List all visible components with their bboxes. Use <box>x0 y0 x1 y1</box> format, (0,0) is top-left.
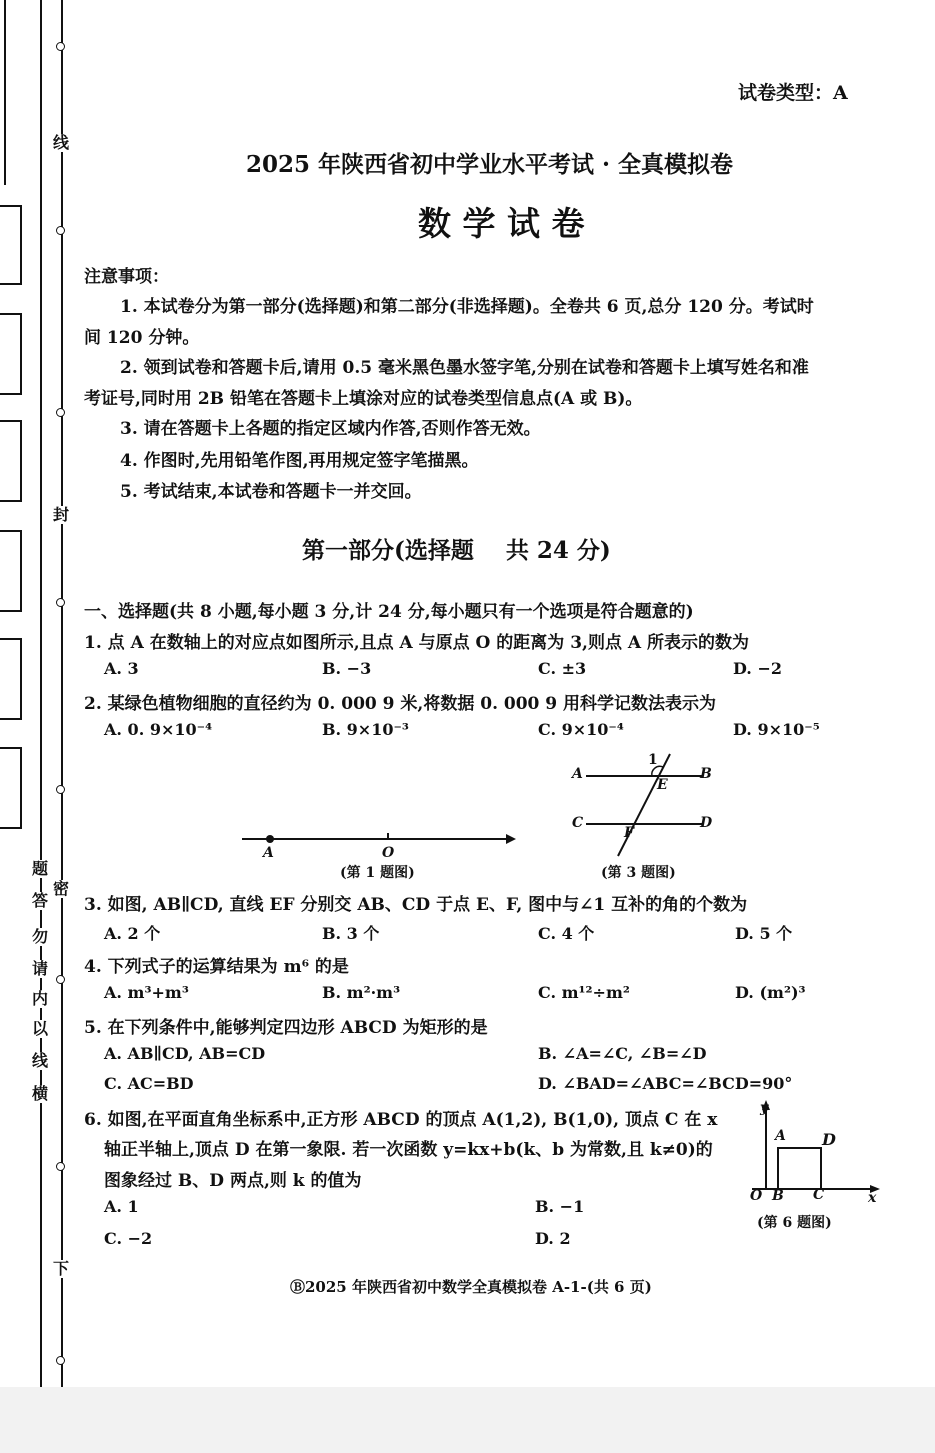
notice-item: 考证号,同时用 2B 铅笔在答题卡上填涂对应的试卷类型信息点(A 或 B)。 <box>84 389 643 409</box>
binding-warning-char: 横 <box>32 1084 49 1103</box>
question-6-option-c: C. −2 <box>104 1229 153 1248</box>
binding-warning-char: 内 <box>32 989 49 1008</box>
question-6-stem-line: 轴正半轴上,顶点 D 在第一象限. 若一次函数 y=kx+b(k、b 为常数,且 k≠0)的 <box>104 1140 713 1160</box>
exam-title: 2025 年陕西省初中学业水平考试 · 全真模拟卷 <box>246 151 734 178</box>
section-title: 第一部分(选择题 共 24 分) <box>302 537 611 564</box>
binding-label-xian: 线 <box>53 133 70 152</box>
figure-6-label-y: y <box>760 1100 769 1116</box>
subject-title: 数 学 试 卷 <box>418 204 585 243</box>
question-2-stem: 2. 某绿色植物细胞的直径约为 0. 000 9 米,将数据 0. 000 9 用科学记数法表示为 <box>84 694 717 714</box>
binding-label-mi: 密 <box>53 879 70 898</box>
question-3-option-c: C. 4 个 <box>538 924 595 943</box>
binding-hole <box>56 226 65 235</box>
question-5-stem: 5. 在下列条件中,能够判定四边形 ABCD 为矩形的是 <box>84 1018 488 1038</box>
question-3-option-d: D. 5 个 <box>735 924 793 943</box>
question-3-option-a: A. 2 个 <box>104 924 161 943</box>
binding-hole <box>56 408 65 417</box>
figure-3-label-e: E <box>657 777 668 793</box>
info-box <box>0 420 22 502</box>
question-6-option-b: B. −1 <box>535 1197 585 1216</box>
notice-heading: 注意事项： <box>84 267 169 287</box>
question-1-stem: 1. 点 A 在数轴上的对应点如图所示,且点 A 与原点 O 的距离为 3,则点 A 所表示的数为 <box>84 633 749 653</box>
figure-1-caption: (第 1 题图) <box>340 865 415 881</box>
question-6-stem-line: 图象经过 B、D 两点,则 k 的值为 <box>104 1171 362 1191</box>
figure-3-label-c: C <box>572 815 584 831</box>
binding-warning-char: 答 <box>32 891 49 910</box>
figure-6-label-c: C <box>813 1187 825 1203</box>
figure-1-label-o: O <box>382 845 395 861</box>
binding-warning-char: 以 <box>32 1019 49 1038</box>
question-2-option-c: C. 9×10⁻⁴ <box>538 720 624 739</box>
figure-3-label-angle-1: 1 <box>648 752 658 768</box>
question-1-option-a: A. 3 <box>104 659 139 678</box>
question-4-option-d: D. (m²)³ <box>735 983 806 1002</box>
figure-3-label-a: A <box>572 766 583 782</box>
binding-hole <box>56 975 65 984</box>
question-2-option-b: B. 9×10⁻³ <box>322 720 409 739</box>
figure-6-label-b: B <box>772 1188 784 1204</box>
question-6-option-a: A. 1 <box>104 1197 139 1216</box>
figure-3-caption: (第 3 题图) <box>601 865 676 881</box>
notice-item: 2. 领到试卷和答题卡后,请用 0.5 毫米黑色墨水签字笔,分别在试卷和答题卡上填写姓名和准 <box>120 358 809 378</box>
info-box <box>0 638 22 720</box>
question-5-option-a: A. AB∥CD, AB=CD <box>104 1044 266 1063</box>
figure-1-label-a: A <box>263 845 274 861</box>
question-6-stem-line: 6. 如图,在平面直角坐标系中,正方形 ABCD 的顶点 A(1,2), B(1,0), 顶点 C 在 x <box>84 1110 718 1130</box>
binding-hole <box>56 785 65 794</box>
question-3-option-b: B. 3 个 <box>322 924 380 943</box>
binding-hole <box>56 1356 65 1365</box>
question-6-option-d: D. 2 <box>535 1229 571 1248</box>
paper-type: 试卷类型：A <box>738 82 848 104</box>
notice-item: 1. 本试卷分为第一部分(选择题)和第二部分(非选择题)。全卷共 6 页,总分 120 分。考试时 <box>120 297 814 317</box>
notice-item: 4. 作图时,先用铅笔作图,再用规定签字笔描黑。 <box>120 451 479 471</box>
question-4-option-c: C. m¹²÷m² <box>538 983 630 1002</box>
question-1-option-d: D. −2 <box>733 659 782 678</box>
notice-item: 3. 请在答题卡上各题的指定区域内作答,否则作答无效。 <box>120 419 541 439</box>
figure-3-label-b: B <box>700 766 712 782</box>
question-1-option-c: C. ±3 <box>538 659 587 678</box>
figure-3-label-f: F <box>624 825 634 841</box>
figure-3-label-d: D <box>700 815 713 831</box>
binding-warning-char: 题 <box>32 859 49 878</box>
info-box <box>0 530 22 612</box>
binding-hole <box>56 598 65 607</box>
binding-hole <box>56 1162 65 1171</box>
question-4-stem: 4. 下列式子的运算结果为 m⁶ 的是 <box>84 957 349 977</box>
figure-6-label-o: O <box>750 1188 763 1204</box>
question-2-option-a: A. 0. 9×10⁻⁴ <box>104 720 213 739</box>
binding-warning-char: 勿 <box>32 927 49 946</box>
info-box <box>0 747 22 829</box>
question-1-option-b: B. −3 <box>322 659 372 678</box>
info-box <box>0 313 22 395</box>
figure-6-coordinate-plane <box>748 1098 888 1198</box>
binding-label-xia: 下 <box>53 1259 70 1278</box>
question-5-option-b: B. ∠A=∠C, ∠B=∠D <box>538 1044 707 1063</box>
binding-warning-char: 线 <box>32 1051 49 1070</box>
section-instruction: 一、选择题(共 8 小题,每小题 3 分,计 24 分,每小题只有一个选项是符合题意的) <box>84 602 694 622</box>
figure-6-label-a: A <box>775 1128 786 1144</box>
figure-6-caption: (第 6 题图) <box>757 1215 832 1231</box>
binding-hole <box>56 42 65 51</box>
question-4-option-a: A. m³+m³ <box>104 983 189 1002</box>
binding-label-feng: 封 <box>53 505 70 524</box>
notice-item: 5. 考试结束,本试卷和答题卡一并交回。 <box>120 482 422 502</box>
figure-6-label-x: x <box>868 1190 877 1206</box>
question-5-option-c: C. AC=BD <box>104 1074 194 1093</box>
page-footer: Ⓑ2025 年陕西省初中数学全真模拟卷 A-1-(共 6 页) <box>290 1278 652 1296</box>
figure-6-label-d: D <box>822 1130 836 1149</box>
info-box <box>0 205 22 285</box>
binding-warning-char: 请 <box>32 959 49 978</box>
notice-item: 间 120 分钟。 <box>84 328 200 348</box>
question-3-stem: 3. 如图, AB∥CD, 直线 EF 分别交 AB、CD 于点 E、F, 图中与∠1 互补的角的个数为 <box>84 895 748 915</box>
question-5-option-d: D. ∠BAD=∠ABC=∠BCD=90° <box>538 1074 793 1093</box>
question-4-option-b: B. m²·m³ <box>322 983 401 1002</box>
question-2-option-d: D. 9×10⁻⁵ <box>733 720 820 739</box>
